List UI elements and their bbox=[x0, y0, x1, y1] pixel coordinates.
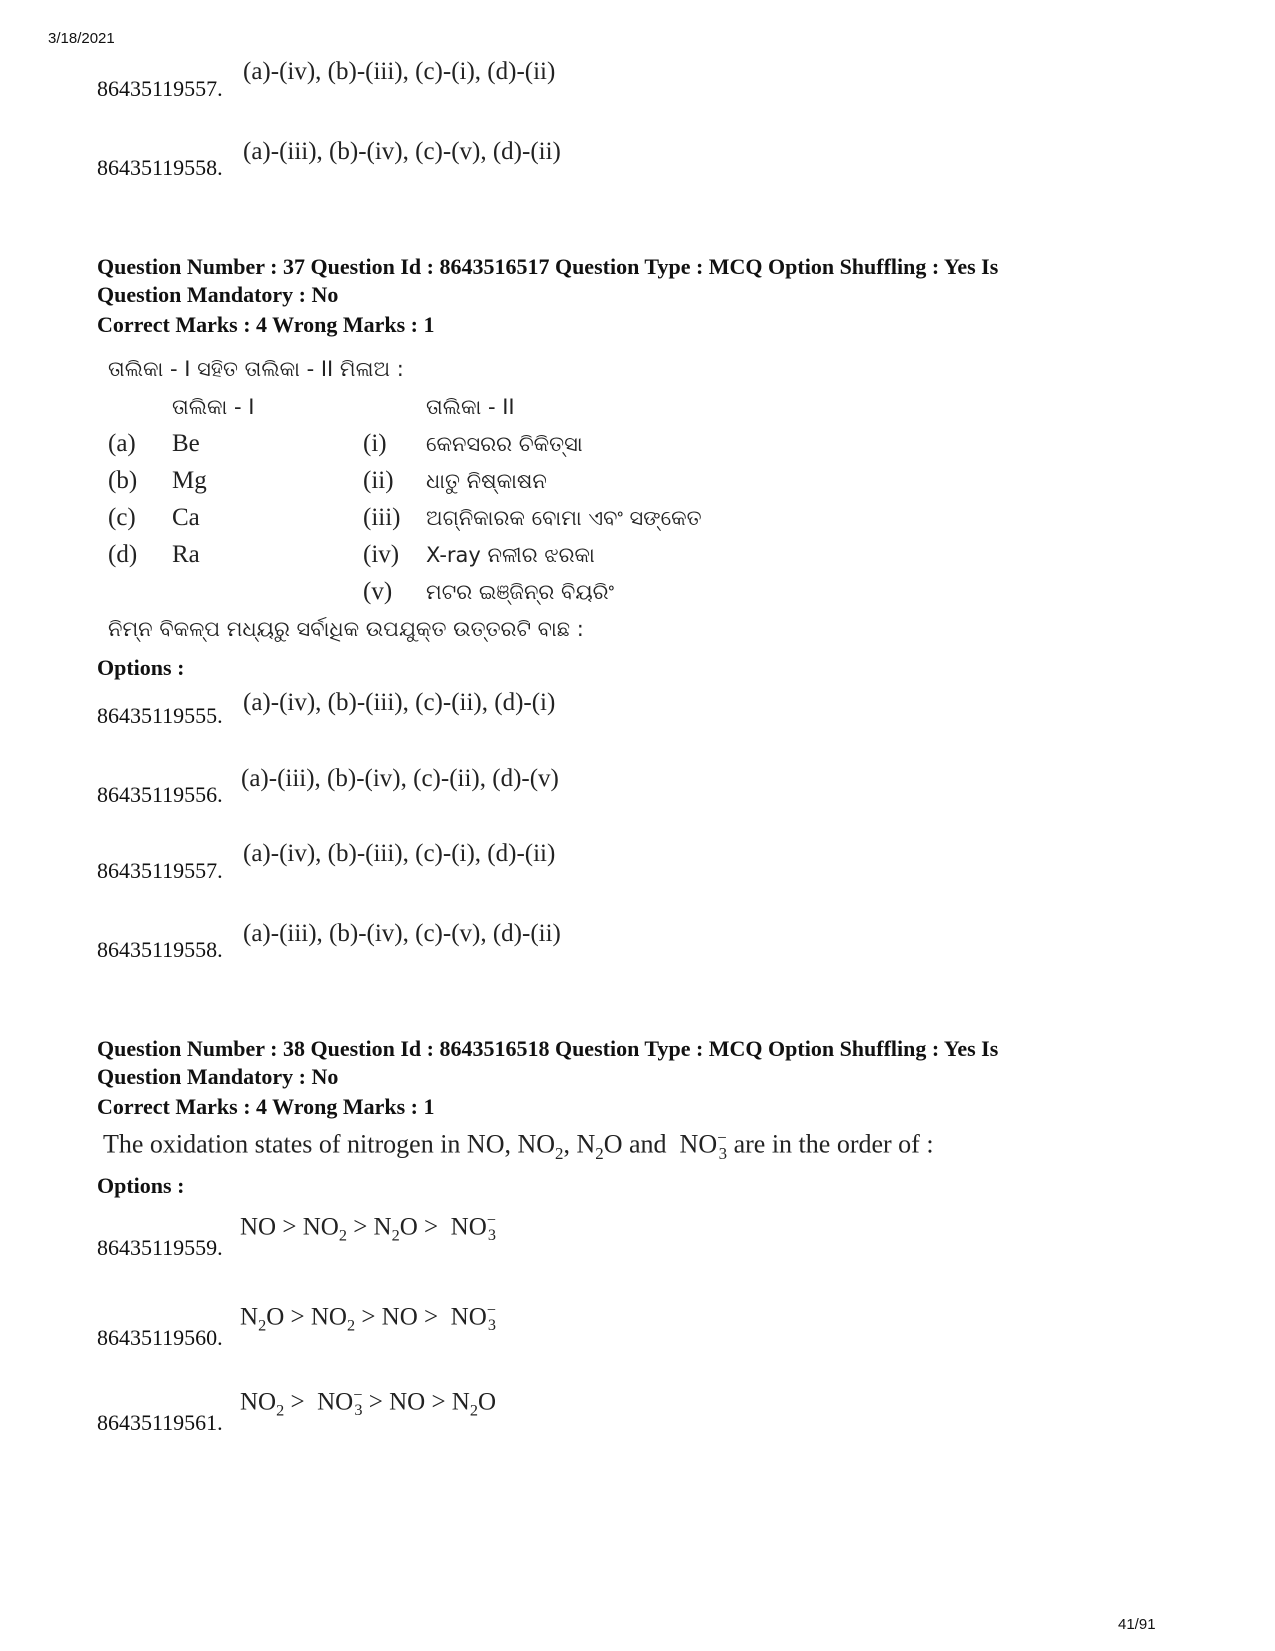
subscript: 2 bbox=[338, 1226, 347, 1245]
option-id: 86435119555. bbox=[97, 703, 223, 728]
list-1-value: Ra bbox=[172, 541, 200, 568]
text-run: > NO > bbox=[355, 1303, 445, 1331]
list-1-header: ତାଲିକା - I bbox=[172, 395, 255, 419]
list-1-value: Mg bbox=[172, 467, 207, 494]
text-run: O > bbox=[399, 1213, 445, 1241]
text-run: > N bbox=[346, 1213, 392, 1241]
list-1-label: (d) bbox=[108, 541, 138, 568]
list-1-value: Be bbox=[172, 430, 200, 457]
list-1-label: (b) bbox=[108, 467, 138, 494]
option-text: (a)-(iv), (b)-(iii), (c)-(i), (d)-(ii) bbox=[243, 58, 556, 85]
text-run: N bbox=[569, 1129, 596, 1159]
text-run: NO bbox=[450, 1213, 487, 1241]
match-instruction: ତାଲିକା - I ସହିତ ତାଲିକା - II ମିଳାଅ : bbox=[108, 357, 404, 381]
text-run: NO bbox=[679, 1129, 718, 1159]
subscript: 2 bbox=[595, 1143, 604, 1163]
list-2-value: କେନସରର ଚିକିତ୍ସା bbox=[426, 432, 583, 456]
option-text: (a)-(iv), (b)-(iii), (c)-(i), (d)-(ii) bbox=[243, 840, 556, 867]
subscript: 3 bbox=[487, 1226, 497, 1245]
text-run: O > NO bbox=[266, 1303, 347, 1331]
text-run: NO bbox=[317, 1388, 354, 1416]
subscript: 2 bbox=[258, 1316, 267, 1335]
question-38-text bbox=[103, 1128, 934, 1164]
question-38-marks: Correct Marks : 4 Wrong Marks : 1 bbox=[97, 1094, 435, 1119]
list-2-value: ଧାତୁ ନିଷ୍କାଷନ bbox=[426, 469, 547, 493]
choose-instruction: ନିମ୍ନ ବିକଳ୍ପ ମଧ୍ୟରୁ ସର୍ବାଧିକ ଉପଯୁକ୍ତ ଉତ୍ତରଟି ବାଛ : bbox=[108, 617, 584, 641]
options-label: Options : bbox=[97, 1173, 185, 1198]
option-id: 86435119556. bbox=[97, 782, 223, 807]
question-header-line: Question Number : 37 Question Id : 8643516517 Question Type : MCQ Option Shuffling : Yes Is bbox=[97, 254, 999, 279]
question-38-header bbox=[97, 1035, 998, 1091]
option-text: (a)-(iii), (b)-(iv), (c)-(v), (d)-(ii) bbox=[243, 920, 561, 947]
text-run: , bbox=[563, 1129, 570, 1159]
option-id: 86435119558. bbox=[97, 937, 223, 962]
text-run: are in the order of : bbox=[727, 1129, 934, 1159]
subscript: 2 bbox=[276, 1401, 285, 1420]
list-1-label: (c) bbox=[108, 504, 136, 531]
superscript: − bbox=[486, 1211, 496, 1229]
option-id: 86435119557. bbox=[97, 858, 223, 883]
list-2-value: ଅଗ୍ନିକାରକ ବୋମା ଏବଂ ସଙ୍କେତ bbox=[426, 506, 702, 530]
subscript: 3 bbox=[718, 1143, 728, 1163]
print-date: 3/18/2021 bbox=[48, 30, 115, 47]
list-2-label: (iv) bbox=[363, 541, 400, 568]
option-id: 86435119558. bbox=[97, 155, 223, 180]
list-2-label: (ii) bbox=[363, 467, 394, 494]
question-header-line: Question Mandatory : No bbox=[97, 1064, 339, 1089]
question-37-header bbox=[97, 253, 998, 309]
list-2-value: X-ray ନଳୀର ଝରକା bbox=[426, 543, 595, 567]
text-run: > NO > N bbox=[362, 1388, 470, 1416]
option-formula bbox=[240, 1211, 496, 1245]
subscript: 3 bbox=[487, 1316, 497, 1335]
option-id: 86435119561. bbox=[97, 1410, 223, 1435]
subscript: 2 bbox=[555, 1143, 564, 1163]
text-run: O and bbox=[603, 1129, 674, 1159]
text-run: NO > NO bbox=[240, 1213, 339, 1241]
superscript: − bbox=[353, 1386, 363, 1404]
list-2-label: (iii) bbox=[363, 504, 401, 531]
list-2-label: (v) bbox=[363, 578, 393, 605]
superscript: − bbox=[486, 1301, 496, 1319]
subscript: 2 bbox=[469, 1401, 478, 1420]
option-id: 86435119559. bbox=[97, 1235, 223, 1260]
option-text: (a)-(iii), (b)-(iv), (c)-(ii), (d)-(v) bbox=[241, 765, 559, 792]
text-run: N bbox=[240, 1303, 259, 1331]
text-run: > bbox=[284, 1388, 311, 1416]
question-header-line: Question Mandatory : No bbox=[97, 282, 339, 307]
subscript: 2 bbox=[346, 1316, 356, 1335]
list-2-label: (i) bbox=[363, 430, 387, 457]
question-header-line: Question Number : 38 Question Id : 8643516518 Question Type : MCQ Option Shuffling : Yes Is bbox=[97, 1036, 999, 1061]
option-text: (a)-(iii), (b)-(iv), (c)-(v), (d)-(ii) bbox=[243, 138, 561, 165]
option-text: (a)-(iv), (b)-(iii), (c)-(ii), (d)-(i) bbox=[243, 689, 556, 716]
option-id: 86435119560. bbox=[97, 1325, 223, 1350]
superscript: − bbox=[717, 1128, 727, 1147]
text-run: NO bbox=[240, 1388, 277, 1416]
page-number: 41/91 bbox=[1118, 1616, 1156, 1633]
option-id: 86435119557. bbox=[97, 76, 223, 101]
subscript: 3 bbox=[354, 1401, 363, 1420]
option-formula bbox=[240, 1301, 496, 1335]
text-run: The oxidation states of nitrogen in NO, NO bbox=[103, 1129, 556, 1159]
list-1-value: Ca bbox=[172, 504, 200, 531]
text-run: NO bbox=[450, 1303, 487, 1331]
list-2-header: ତାଲିକା - II bbox=[426, 395, 515, 419]
subscript: 2 bbox=[391, 1226, 400, 1245]
text-run: O bbox=[478, 1388, 497, 1416]
question-37-marks: Correct Marks : 4 Wrong Marks : 1 bbox=[97, 312, 435, 337]
list-2-value: ମଟର ଇଞ୍ଜିନ୍‌ର ବିୟରିଂ bbox=[426, 580, 614, 604]
list-1-label: (a) bbox=[108, 430, 136, 457]
options-label: Options : bbox=[97, 655, 185, 680]
option-formula bbox=[240, 1386, 496, 1420]
